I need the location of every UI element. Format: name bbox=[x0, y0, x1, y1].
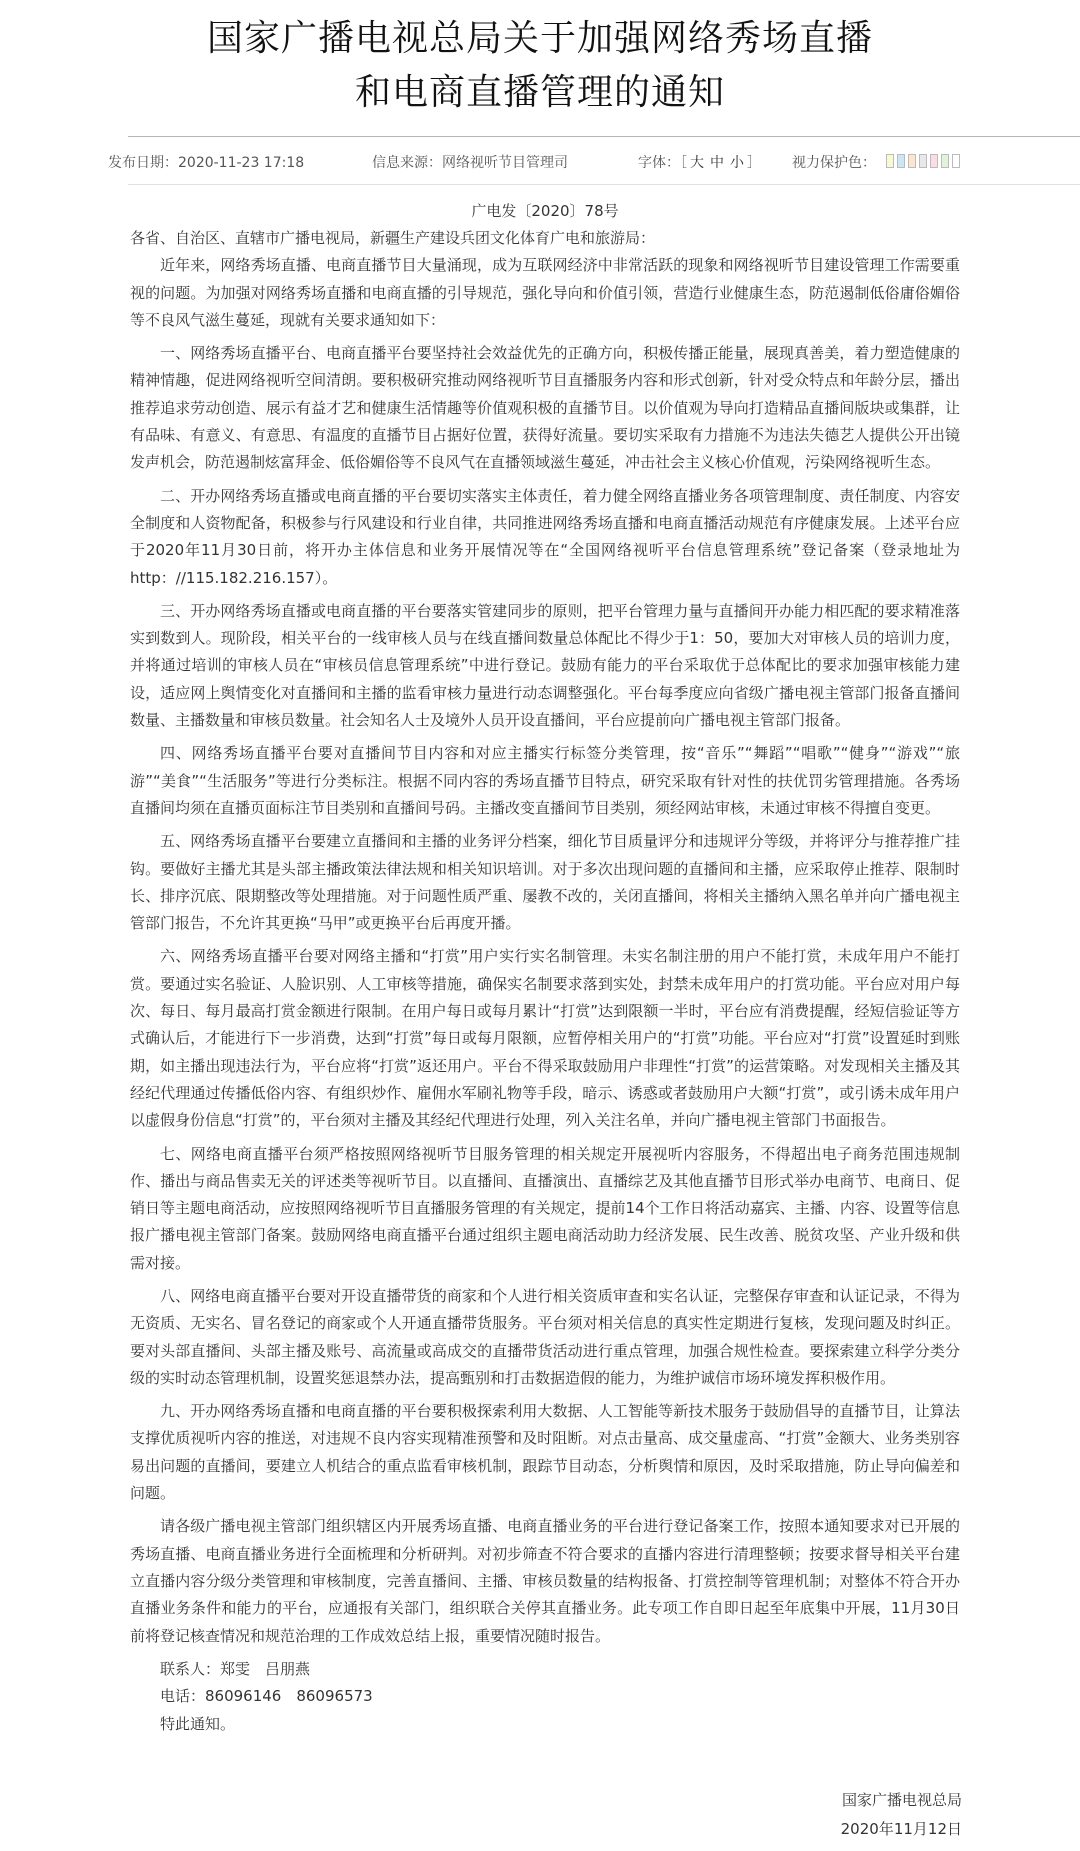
paragraph-1: 一、网络秀场直播平台、电商直播平台要坚持社会效益优先的正确方向，积极传播正能量，展现真善美，着力塑造健康的精神情趣，促进网络视听空间清朗。要积极研究推动网络视听节目直播服务内容和形式创新，针对受众特点和年龄分层，播出推荐追求劳动创造、展示有益才艺和健康生活情趣等价值观积极的直播节目。以价值观为导向打造精品直播间版块或集群，让有品味、有意义、有意思、有温度的直播节目占据好位置，获得好流量。要切实采取有力措施不为违法失德艺人提供公开出镜发声机会，防范遏制炫富拜金、低俗媚俗等不良风气在直播领域滋生蔓延，冲击社会主义核心价值观，污染网络视听生态。 bbox=[130, 344, 960, 472]
color-swatch-white[interactable] bbox=[952, 154, 960, 168]
contact-phone: 电话：86096146 86096573 bbox=[160, 1687, 373, 1706]
paragraph-8: 八、网络电商直播平台要对开设直播带货的商家和个人进行相关资质审查和实名认证，完整保存审查和认证记录，不得为无资质、无实名、冒名登记的商家或个人开通直播带货服务。平台须对相关信息的真实性定期进行复核，发现问题及时纠正。要对头部直播间、头部主播及账号、高流量或高成交的直播带货活动进行重点管理，加强合规性检查。要探索建立科学分类分级的实时动态管理机制，设置奖惩退禁办法，提高甄别和打击数据造假的能力，为维护诚信市场环境发挥积极作用。 bbox=[130, 1286, 960, 1387]
info-source bbox=[372, 152, 568, 172]
font-size-switcher bbox=[638, 152, 761, 172]
paragraph-7: 七、网络电商直播平台须严格按照网络视听节目服务管理的相关规定开展视听内容服务，不得超出电子商务范围违规制作、播出与商品售卖无关的评述类等视听节目。以直播间、直播演出、直播综艺及其他直播节目形式举办电商节、电商日、促销日等主题电商活动，应按照网络视听节目直播服务管理的有关规定，提前14个工作日将活动嘉宾、主播、内容、设置等信息报广播电视主管部门备案。鼓励网络电商直播平台通过组织主题电商活动助力经济发展、民生改善、脱贫攻坚、产业升级和供需对接。 bbox=[130, 1144, 960, 1272]
contact-people: 联系人：郑雯 吕朋燕 bbox=[160, 1659, 311, 1678]
paragraph-9: 九、开办网络秀场直播和电商直播的平台要积极探索利用大数据、人工智能等新技术服务于鼓励倡导的直播节目，让算法支撑优质视听内容的推送，对违规不良内容实现精准预警和及时阻断。对点击量高、成交量虚高、“打赏”金额大、业务类别容易出问题的直播间，要建立人机结合的重点监看审核机制，跟踪节目动态，分析舆情和原因，及时采取措施，防止导向偏差和问题。 bbox=[130, 1402, 960, 1503]
info-source-value: 网络视听节目管理司 bbox=[442, 155, 568, 171]
publish-date-value: 2020-11-23 17:18 bbox=[178, 155, 305, 171]
paragraph-requirements: 请各级广播电视主管部门组织辖区内开展秀场直播、电商直播业务的平台进行登记备案工作，按照本通知要求对已开展的秀场直播、电商直播业务进行全面梳理和分析研判。对初步筛查不符合要求的直播内容进行清理整顿；按要求督导相关平台建立直播内容分级分类管理和审核制度，完善直播间、主播、审核员数量的结构报备、打赏控制等管理机制；对整体不符合开办直播业务条件和能力的平台，应通报有关部门，组织联合关停其直播业务。此专项工作自即日起至年底集中开展，11月30日前将登记核查情况和规范治理的工作成效总结上报，重要情况随时报告。 bbox=[130, 1517, 960, 1645]
publish-date-label: 发布日期： bbox=[108, 155, 178, 171]
font-size-medium-button[interactable]: 中 bbox=[710, 155, 724, 171]
paragraph-4: 四、网络秀场直播平台要对直播间节目内容和对应主播实行标签分类管理，按“音乐”“舞蹈”“唱歌”“健身”“游戏”“旅游”“美食”“生活服务”等进行分类标注。根据不同内容的秀场直播节目特点，研究采取有针对性的扶优罚劣管理措施。各秀场直播间均须在直播页面标注节目类别和直播间号码。主播改变直播间节目类别，须经网站审核，未通过审核不得擅自变更。 bbox=[130, 744, 960, 817]
document-number: 广电发〔2020〕78号 bbox=[471, 202, 619, 220]
font-size-small-button[interactable]: 小 bbox=[730, 155, 744, 171]
issuing-organization: 国家广播电视总局 bbox=[841, 1791, 962, 1809]
paragraph-5: 五、网络秀场直播平台要建立直播间和主播的业务评分档案，细化节目质量评分和违规评分等级，并将评分与推荐推广挂钩。要做好主播尤其是头部主播政策法律法规和相关知识培训。对于多次出现问题的直播间和主播，应采取停止推荐、限制时长、排序沉底、限期整改等处理措施。对于问题性质严重、屡教不改的，关闭直播间，将相关主播纳入黑名单并向广播电视主管部门报告，不允许其更换“马甲”或更换平台后再度开播。 bbox=[130, 832, 960, 933]
addressee: 各省、自治区、直辖市广播电视局，新疆生产建设兵团文化体育广电和旅游局： bbox=[130, 229, 656, 247]
info-source-label: 信息来源： bbox=[372, 155, 442, 171]
color-swatch-green[interactable] bbox=[941, 154, 949, 168]
font-size-large-button[interactable]: 大 bbox=[690, 155, 704, 171]
color-swatch-orange[interactable] bbox=[908, 154, 916, 168]
eye-protection-swatches bbox=[886, 154, 960, 168]
color-swatch-yellow[interactable] bbox=[886, 154, 894, 168]
paragraph-3: 三、开办网络秀场直播或电商直播的平台要落实管建同步的原则，把平台管理力量与直播间开办能力相匹配的要求精准落实到数到人。现阶段，相关平台的一线审核人员与在线直播间数量总体配比不得少于1：50，要加大对审核人员的培训力度，并将通过培训的审核人员在“审核员信息管理系统”中进行登记。鼓励有能力的平台采取优于总体配比的要求加强审核能力建设，适应网上舆情变化对直播间和主播的监看审核力量进行动态调整强化。平台每季度应向省级广播电视主管部门报备直播间数量、主播数量和审核员数量。社会知名人士及境外人员开设直播间，平台应提前向广播电视主管部门报备。 bbox=[130, 601, 960, 730]
meta-divider bbox=[128, 184, 1080, 185]
paragraph-2: 二、开办网络秀场直播或电商直播的平台要切实落实主体责任，着力健全网络直播业务各项管理制度、责任制度、内容安全制度和人资物配备，积极参与行风建设和行业自律，共同推进网络秀场直播和电商直播活动规范有序健康发展。上述平台应于2020年11月30日前，将开办主体信息和业务开展情况等在“全国网络视听平台信息管理系统”登记备案（登录地址为http：//115.182.216.157）。 bbox=[130, 486, 960, 587]
paragraph-intro: 近年来，网络秀场直播、电商直播节目大量涌现，成为互联网经济中非常活跃的现象和网络视听节目建设管理工作需要重视的问题。为加强对网络秀场直播和电商直播的引导规范，强化导向和价值引领，营造行业健康生态，防范遏制低俗庸俗媚俗等不良风气滋生蔓延，现就有关要求通知如下： bbox=[130, 256, 960, 329]
page-title-line-1: 国家广播电视总局关于加强网络秀场直播 bbox=[206, 18, 873, 59]
page-title-line-2: 和电商直播管理的通知 bbox=[354, 72, 725, 113]
issue-date: 2020年11月12日 bbox=[840, 1820, 962, 1838]
page-title bbox=[0, 12, 1080, 120]
publish-date bbox=[108, 152, 304, 172]
article-body bbox=[130, 198, 960, 1738]
font-size-bracket-open: ［ bbox=[680, 155, 687, 171]
closing-note: 特此通知。 bbox=[160, 1714, 236, 1733]
header-divider bbox=[128, 136, 1080, 137]
article-meta-bar bbox=[0, 148, 1080, 176]
font-size-label: 字体： bbox=[638, 155, 680, 171]
eye-protection-label: 视力保护色： bbox=[792, 155, 876, 171]
font-size-bracket-close: ］ bbox=[747, 155, 761, 171]
color-swatch-gray[interactable] bbox=[919, 154, 927, 168]
color-swatch-pink[interactable] bbox=[930, 154, 938, 168]
signature-block bbox=[841, 1786, 962, 1844]
color-swatch-blue[interactable] bbox=[897, 154, 905, 168]
paragraph-6: 六、网络秀场直播平台要对网络主播和“打赏”用户实行实名制管理。未实名制注册的用户不能打赏，未成年用户不能打赏。要通过实名验证、人脸识别、人工审核等措施，确保实名制要求落到实处，封禁未成年用户的打赏功能。平台应对用户每次、每日、每月最高打赏金额进行限制。在用户每日或每月累计“打赏”达到限额一半时，平台应有消费提醒，经短信验证等方式确认后，才能进行下一步消费，达到“打赏”每日或每月限额，应暂停相关用户的“打赏”功能。平台应对“打赏”设置延时到账期，如主播出现违法行为，平台应将“打赏”返还用户。平台不得采取鼓励用户非理性“打赏”的运营策略。对发现相关主播及其经纪代理通过传播低俗内容、有组织炒作、雇佣水军刷礼物等手段，暗示、诱惑或者鼓励用户大额“打赏”，或引诱未成年用户以虚假身份信息“打赏”的，平台须对主播及其经纪代理进行处理，列入关注名单，并向广播电视主管部门书面报告。 bbox=[130, 947, 960, 1130]
